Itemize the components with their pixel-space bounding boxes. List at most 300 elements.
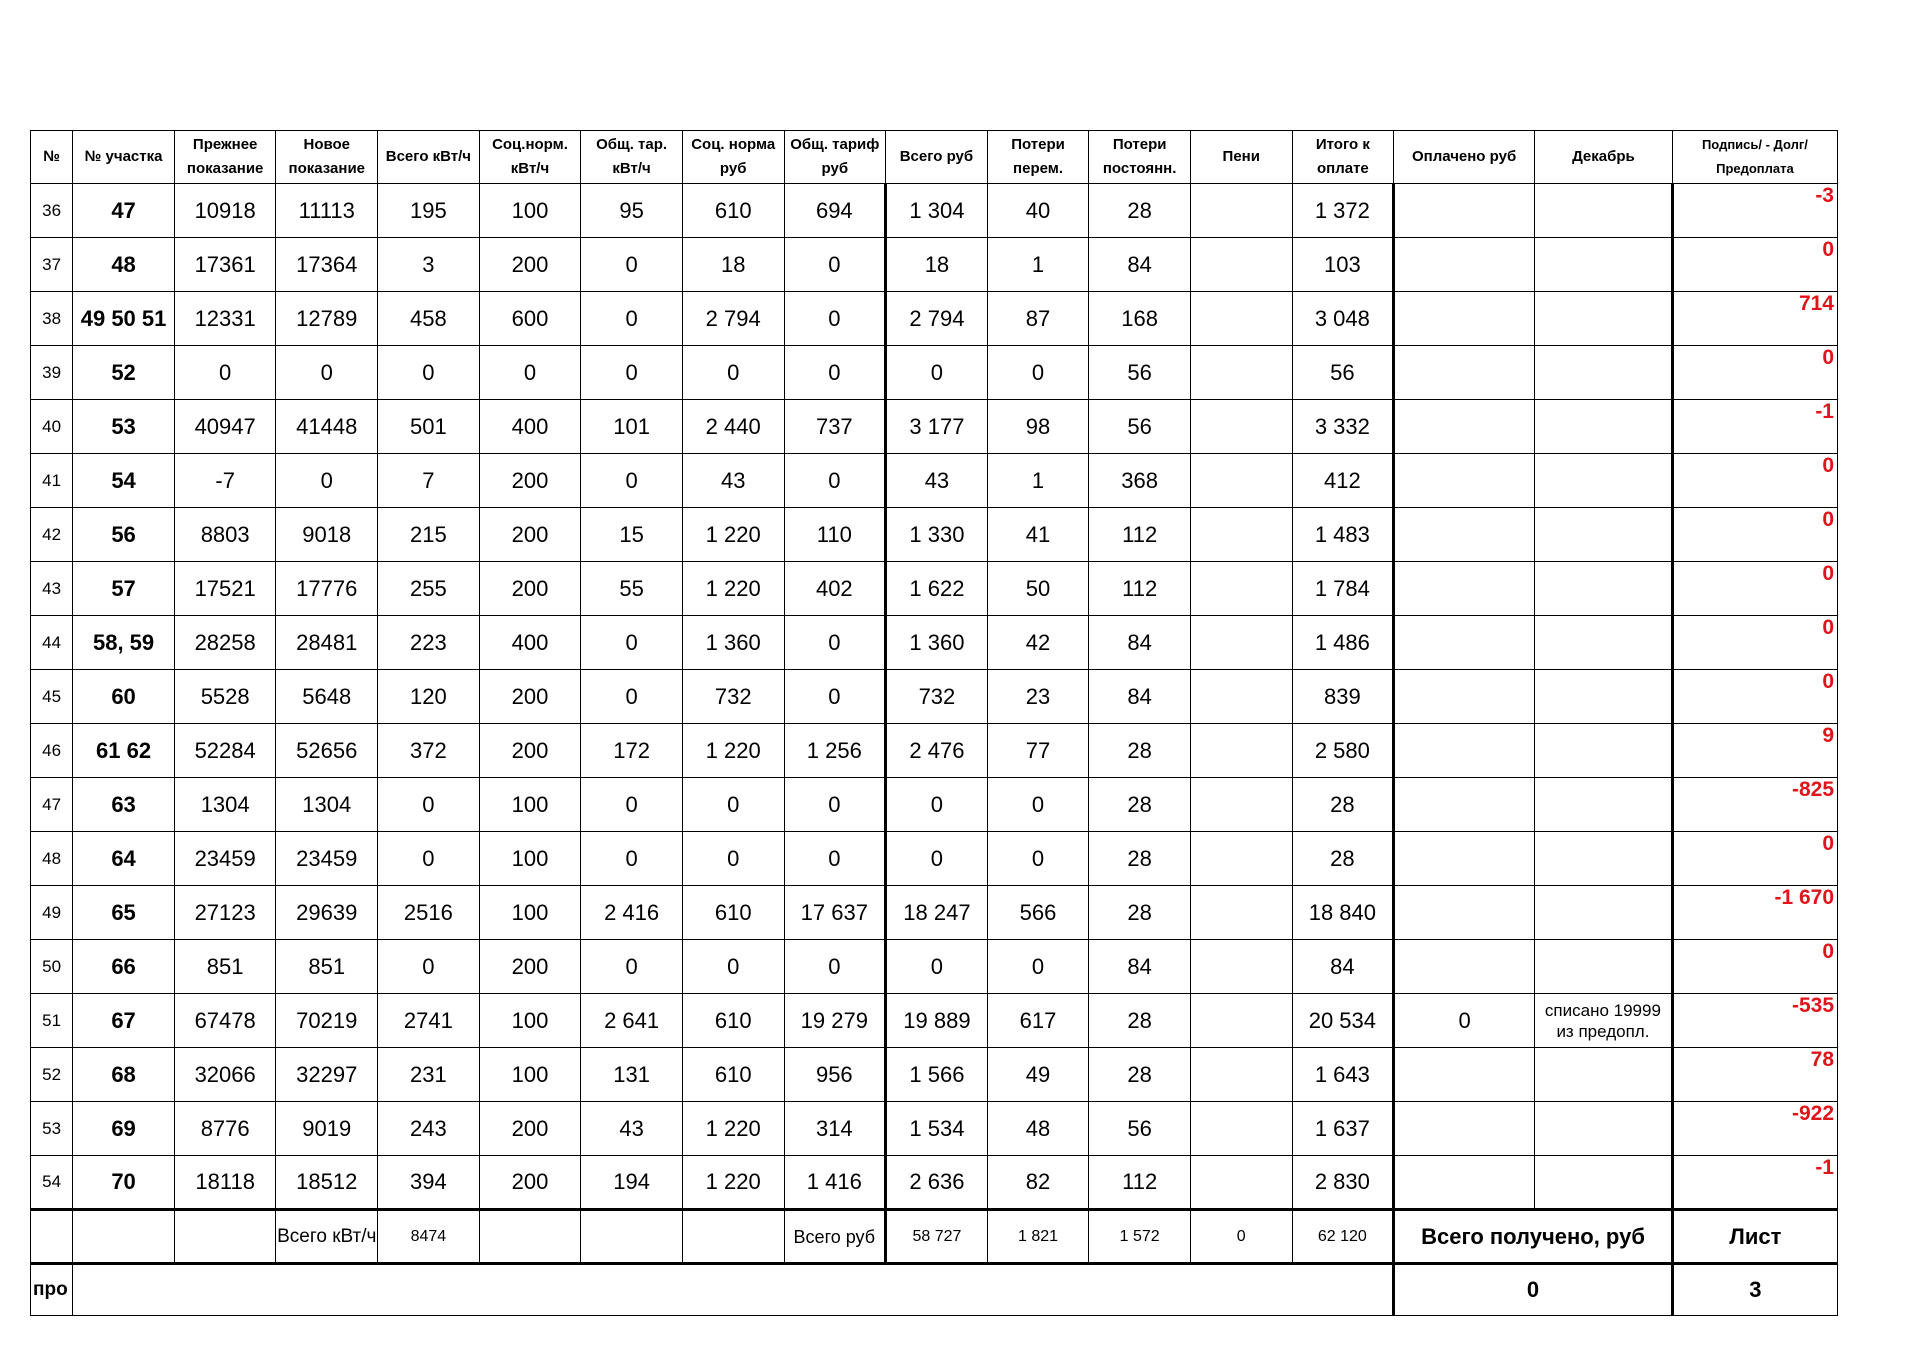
penalty-cell xyxy=(1190,670,1292,724)
penalty-cell xyxy=(1190,616,1292,670)
header-cell: Соц.норм. кВт/ч xyxy=(479,131,581,184)
row-number: 38 xyxy=(31,292,73,346)
total-rub-cell: 18 247 xyxy=(886,886,988,940)
loss-variable-cell: 0 xyxy=(987,832,1089,886)
header-cell: Прежнее показание xyxy=(174,131,276,184)
table-body xyxy=(31,184,1838,1210)
loss-constant-cell: 56 xyxy=(1089,346,1191,400)
general-kwh-cell: 15 xyxy=(581,508,683,562)
total-kwh-cell: 223 xyxy=(378,616,480,670)
loss-constant-cell: 28 xyxy=(1089,886,1191,940)
debt-cell: 78 xyxy=(1672,1048,1837,1102)
paid-cell xyxy=(1394,940,1535,994)
prev-reading: 8803 xyxy=(174,508,276,562)
amount-due-cell: 1 643 xyxy=(1292,1048,1394,1102)
general-rub-cell: 402 xyxy=(784,562,886,616)
social-kwh-cell: 100 xyxy=(479,1048,581,1102)
social-rub-cell: 0 xyxy=(682,346,784,400)
total-kwh-cell: 120 xyxy=(378,670,480,724)
total-kwh-cell: 0 xyxy=(378,832,480,886)
loss-variable-cell: 566 xyxy=(987,886,1089,940)
header-cell: Оплачено руб xyxy=(1394,131,1535,184)
loss-constant-cell: 28 xyxy=(1089,832,1191,886)
row-number: 49 xyxy=(31,886,73,940)
amount-due-cell: 20 534 xyxy=(1292,994,1394,1048)
social-rub-cell: 0 xyxy=(682,778,784,832)
plot-number: 64 xyxy=(73,832,175,886)
general-rub-cell: 1 416 xyxy=(784,1156,886,1210)
prev-reading: 12331 xyxy=(174,292,276,346)
social-kwh-cell: 200 xyxy=(479,724,581,778)
loss-constant-cell: 112 xyxy=(1089,508,1191,562)
row-number: 44 xyxy=(31,616,73,670)
social-kwh-cell: 100 xyxy=(479,886,581,940)
debt-cell: -3 xyxy=(1672,184,1837,238)
penalty-cell xyxy=(1190,292,1292,346)
plot-number: 49 50 51 xyxy=(73,292,175,346)
plot-number: 47 xyxy=(73,184,175,238)
december-cell xyxy=(1535,1156,1673,1210)
header-cell: Потери постоянн. xyxy=(1089,131,1191,184)
plot-number: 53 xyxy=(73,400,175,454)
general-kwh-cell: 0 xyxy=(581,832,683,886)
social-kwh-cell: 200 xyxy=(479,670,581,724)
penalty-cell xyxy=(1190,886,1292,940)
total-loss-const: 1 572 xyxy=(1089,1210,1191,1264)
table-row xyxy=(31,292,1838,346)
social-rub-cell: 2 440 xyxy=(682,400,784,454)
row-number: 54 xyxy=(31,1156,73,1210)
social-kwh-cell: 200 xyxy=(479,562,581,616)
total-rub-cell: 2 476 xyxy=(886,724,988,778)
row-number: 42 xyxy=(31,508,73,562)
new-reading: 0 xyxy=(276,454,378,508)
loss-variable-cell: 0 xyxy=(987,778,1089,832)
row-number: 45 xyxy=(31,670,73,724)
loss-variable-cell: 98 xyxy=(987,400,1089,454)
amount-due-cell: 84 xyxy=(1292,940,1394,994)
amount-due-cell: 1 372 xyxy=(1292,184,1394,238)
row-number: 48 xyxy=(31,832,73,886)
total-loss-var: 1 821 xyxy=(987,1210,1089,1264)
footer-row xyxy=(31,1264,1838,1316)
penalty-cell xyxy=(1190,238,1292,292)
loss-constant-cell: 84 xyxy=(1089,940,1191,994)
general-kwh-cell: 95 xyxy=(581,184,683,238)
social-kwh-cell: 100 xyxy=(479,184,581,238)
general-kwh-cell: 2 641 xyxy=(581,994,683,1048)
social-kwh-cell: 0 xyxy=(479,346,581,400)
total-rub-cell: 732 xyxy=(886,670,988,724)
amount-due-cell: 1 483 xyxy=(1292,508,1394,562)
header-cell: Общ. тар. кВт/ч xyxy=(581,131,683,184)
table-row xyxy=(31,994,1838,1048)
paid-cell xyxy=(1394,724,1535,778)
prev-reading: 17521 xyxy=(174,562,276,616)
general-rub-cell: 0 xyxy=(784,616,886,670)
row-number: 43 xyxy=(31,562,73,616)
paid-cell xyxy=(1394,238,1535,292)
general-rub-cell: 956 xyxy=(784,1048,886,1102)
december-cell xyxy=(1535,670,1673,724)
december-cell xyxy=(1535,400,1673,454)
general-kwh-cell: 0 xyxy=(581,292,683,346)
header-cell: Подпись/ - Долг/Предоплата xyxy=(1672,131,1837,184)
general-rub-cell: 0 xyxy=(784,454,886,508)
total-rub-label: Всего руб xyxy=(784,1210,886,1264)
plot-number: 57 xyxy=(73,562,175,616)
social-rub-cell: 1 220 xyxy=(682,724,784,778)
paid-cell xyxy=(1394,292,1535,346)
debt-cell: -825 xyxy=(1672,778,1837,832)
amount-due-cell: 3 332 xyxy=(1292,400,1394,454)
loss-variable-cell: 82 xyxy=(987,1156,1089,1210)
social-kwh-cell: 200 xyxy=(479,1156,581,1210)
total-rub-cell: 2 636 xyxy=(886,1156,988,1210)
paid-cell xyxy=(1394,1156,1535,1210)
general-rub-cell: 1 256 xyxy=(784,724,886,778)
header-cell: № xyxy=(31,131,73,184)
row-number: 39 xyxy=(31,346,73,400)
paid-cell xyxy=(1394,508,1535,562)
new-reading: 5648 xyxy=(276,670,378,724)
new-reading: 28481 xyxy=(276,616,378,670)
total-kwh-cell: 501 xyxy=(378,400,480,454)
general-rub-cell: 0 xyxy=(784,670,886,724)
debt-cell: -1 xyxy=(1672,1156,1837,1210)
general-rub-cell: 0 xyxy=(784,238,886,292)
loss-variable-cell: 77 xyxy=(987,724,1089,778)
general-kwh-cell: 0 xyxy=(581,616,683,670)
total-kwh-cell: 215 xyxy=(378,508,480,562)
total-rub-cell: 1 566 xyxy=(886,1048,988,1102)
new-reading: 41448 xyxy=(276,400,378,454)
row-number: 50 xyxy=(31,940,73,994)
plot-number: 54 xyxy=(73,454,175,508)
total-kwh-label: Всего кВт/ч xyxy=(276,1210,378,1264)
prev-reading: 10918 xyxy=(174,184,276,238)
loss-variable-cell: 1 xyxy=(987,454,1089,508)
december-cell xyxy=(1535,886,1673,940)
general-rub-cell: 17 637 xyxy=(784,886,886,940)
amount-due-cell: 103 xyxy=(1292,238,1394,292)
prev-reading: 17361 xyxy=(174,238,276,292)
prev-reading: 5528 xyxy=(174,670,276,724)
social-kwh-cell: 400 xyxy=(479,616,581,670)
amount-due-cell: 28 xyxy=(1292,778,1394,832)
december-cell xyxy=(1535,1102,1673,1156)
debt-cell: 0 xyxy=(1672,670,1837,724)
loss-constant-cell: 84 xyxy=(1089,670,1191,724)
total-rub-cell: 0 xyxy=(886,346,988,400)
december-cell xyxy=(1535,346,1673,400)
new-reading: 9018 xyxy=(276,508,378,562)
loss-variable-cell: 87 xyxy=(987,292,1089,346)
prev-reading: 1304 xyxy=(174,778,276,832)
header-cell: Декабрь xyxy=(1535,131,1673,184)
social-rub-cell: 0 xyxy=(682,832,784,886)
loss-variable-cell: 1 xyxy=(987,238,1089,292)
general-kwh-cell: 0 xyxy=(581,238,683,292)
total-kwh-cell: 372 xyxy=(378,724,480,778)
general-rub-cell: 0 xyxy=(784,346,886,400)
general-rub-cell: 0 xyxy=(784,778,886,832)
table-row xyxy=(31,508,1838,562)
debt-cell: -1 xyxy=(1672,400,1837,454)
general-kwh-cell: 0 xyxy=(581,940,683,994)
social-kwh-cell: 200 xyxy=(479,454,581,508)
new-reading: 17776 xyxy=(276,562,378,616)
total-rub-cell: 2 794 xyxy=(886,292,988,346)
total-rub-cell: 1 534 xyxy=(886,1102,988,1156)
row-number: 51 xyxy=(31,994,73,1048)
december-cell xyxy=(1535,940,1673,994)
loss-variable-cell: 50 xyxy=(987,562,1089,616)
loss-constant-cell: 84 xyxy=(1089,238,1191,292)
december-cell: списано 19999 из предопл. xyxy=(1535,994,1673,1048)
loss-variable-cell: 617 xyxy=(987,994,1089,1048)
social-rub-cell: 18 xyxy=(682,238,784,292)
debt-cell: 0 xyxy=(1672,616,1837,670)
total-rub-cell: 1 360 xyxy=(886,616,988,670)
total-kwh-cell: 255 xyxy=(378,562,480,616)
december-cell xyxy=(1535,292,1673,346)
paid-cell xyxy=(1394,616,1535,670)
new-reading: 17364 xyxy=(276,238,378,292)
amount-due-cell: 1 784 xyxy=(1292,562,1394,616)
amount-due-cell: 839 xyxy=(1292,670,1394,724)
table-row xyxy=(31,454,1838,508)
prev-reading: 52284 xyxy=(174,724,276,778)
plot-number: 58, 59 xyxy=(73,616,175,670)
prev-reading: 851 xyxy=(174,940,276,994)
social-kwh-cell: 200 xyxy=(479,238,581,292)
row-number: 40 xyxy=(31,400,73,454)
penalty-cell xyxy=(1190,994,1292,1048)
header-cell: Соц. норма руб xyxy=(682,131,784,184)
table-row xyxy=(31,400,1838,454)
total-rub-cell: 0 xyxy=(886,832,988,886)
debt-cell: 714 xyxy=(1672,292,1837,346)
plot-number: 60 xyxy=(73,670,175,724)
plot-number: 67 xyxy=(73,994,175,1048)
table-row xyxy=(31,724,1838,778)
amount-due-cell: 1 486 xyxy=(1292,616,1394,670)
table-row xyxy=(31,616,1838,670)
amount-due-cell: 56 xyxy=(1292,346,1394,400)
paid-cell xyxy=(1394,184,1535,238)
new-reading: 32297 xyxy=(276,1048,378,1102)
loss-variable-cell: 0 xyxy=(987,940,1089,994)
social-rub-cell: 1 220 xyxy=(682,1102,784,1156)
debt-cell: -1 670 xyxy=(1672,886,1837,940)
social-rub-cell: 1 360 xyxy=(682,616,784,670)
december-cell xyxy=(1535,184,1673,238)
row-number: 52 xyxy=(31,1048,73,1102)
december-cell xyxy=(1535,1048,1673,1102)
new-reading: 9019 xyxy=(276,1102,378,1156)
social-rub-cell: 610 xyxy=(682,886,784,940)
plot-number: 69 xyxy=(73,1102,175,1156)
empty-cell xyxy=(479,1210,581,1264)
social-kwh-cell: 200 xyxy=(479,1102,581,1156)
social-kwh-cell: 400 xyxy=(479,400,581,454)
new-reading: 70219 xyxy=(276,994,378,1048)
paid-cell: 0 xyxy=(1394,994,1535,1048)
loss-constant-cell: 28 xyxy=(1089,1048,1191,1102)
plot-number: 70 xyxy=(73,1156,175,1210)
social-rub-cell: 0 xyxy=(682,940,784,994)
table-row xyxy=(31,832,1838,886)
total-rub-cell: 18 xyxy=(886,238,988,292)
header-row xyxy=(31,131,1838,184)
table-row xyxy=(31,562,1838,616)
general-kwh-cell: 101 xyxy=(581,400,683,454)
total-rub-cell: 1 330 xyxy=(886,508,988,562)
loss-variable-cell: 40 xyxy=(987,184,1089,238)
header-cell: Всего руб xyxy=(886,131,988,184)
loss-constant-cell: 28 xyxy=(1089,724,1191,778)
table-row xyxy=(31,1102,1838,1156)
total-rub-cell: 3 177 xyxy=(886,400,988,454)
social-kwh-cell: 100 xyxy=(479,994,581,1048)
penalty-cell xyxy=(1190,1156,1292,1210)
penalty-cell xyxy=(1190,940,1292,994)
penalty-cell xyxy=(1190,508,1292,562)
general-rub-cell: 19 279 xyxy=(784,994,886,1048)
general-rub-cell: 0 xyxy=(784,832,886,886)
social-rub-cell: 1 220 xyxy=(682,1156,784,1210)
total-rub-cell: 43 xyxy=(886,454,988,508)
header-cell: Пени xyxy=(1190,131,1292,184)
prev-reading: 0 xyxy=(174,346,276,400)
paid-cell xyxy=(1394,400,1535,454)
december-cell xyxy=(1535,778,1673,832)
total-kwh-cell: 2516 xyxy=(378,886,480,940)
prev-reading: 23459 xyxy=(174,832,276,886)
general-kwh-cell: 55 xyxy=(581,562,683,616)
general-kwh-cell: 0 xyxy=(581,346,683,400)
plot-number: 66 xyxy=(73,940,175,994)
empty-cell xyxy=(73,1210,175,1264)
plot-number: 52 xyxy=(73,346,175,400)
total-kwh-cell: 458 xyxy=(378,292,480,346)
total-kwh: 8474 xyxy=(378,1210,480,1264)
debt-cell: -535 xyxy=(1672,994,1837,1048)
loss-variable-cell: 42 xyxy=(987,616,1089,670)
social-kwh-cell: 600 xyxy=(479,292,581,346)
loss-variable-cell: 0 xyxy=(987,346,1089,400)
amount-due-cell: 3 048 xyxy=(1292,292,1394,346)
total-kwh-cell: 7 xyxy=(378,454,480,508)
december-cell xyxy=(1535,454,1673,508)
social-rub-cell: 610 xyxy=(682,1048,784,1102)
empty-cell xyxy=(174,1210,276,1264)
penalty-cell xyxy=(1190,562,1292,616)
december-cell xyxy=(1535,562,1673,616)
total-rub-cell: 1 622 xyxy=(886,562,988,616)
prev-reading: 18118 xyxy=(174,1156,276,1210)
general-rub-cell: 110 xyxy=(784,508,886,562)
penalty-cell xyxy=(1190,724,1292,778)
cut-label: про xyxy=(31,1264,73,1316)
debt-cell: 0 xyxy=(1672,454,1837,508)
general-rub-cell: 314 xyxy=(784,1102,886,1156)
header-cell: Потери перем. xyxy=(987,131,1089,184)
empty-cell xyxy=(73,1264,1394,1316)
new-reading: 52656 xyxy=(276,724,378,778)
general-kwh-cell: 0 xyxy=(581,670,683,724)
debt-cell: 0 xyxy=(1672,832,1837,886)
loss-constant-cell: 56 xyxy=(1089,400,1191,454)
loss-constant-cell: 168 xyxy=(1089,292,1191,346)
prev-reading: 32066 xyxy=(174,1048,276,1102)
prev-reading: 67478 xyxy=(174,994,276,1048)
loss-constant-cell: 368 xyxy=(1089,454,1191,508)
general-kwh-cell: 194 xyxy=(581,1156,683,1210)
amount-due-cell: 18 840 xyxy=(1292,886,1394,940)
penalty-cell xyxy=(1190,346,1292,400)
total-kwh-cell: 3 xyxy=(378,238,480,292)
total-rub-cell: 0 xyxy=(886,778,988,832)
general-kwh-cell: 131 xyxy=(581,1048,683,1102)
amount-due-cell: 412 xyxy=(1292,454,1394,508)
paid-cell xyxy=(1394,670,1535,724)
loss-variable-cell: 23 xyxy=(987,670,1089,724)
new-reading: 29639 xyxy=(276,886,378,940)
paid-cell xyxy=(1394,886,1535,940)
total-rub-cell: 0 xyxy=(886,940,988,994)
paid-cell xyxy=(1394,1048,1535,1102)
social-kwh-cell: 200 xyxy=(479,940,581,994)
loss-constant-cell: 28 xyxy=(1089,184,1191,238)
december-cell xyxy=(1535,724,1673,778)
paid-cell xyxy=(1394,346,1535,400)
received-total: 0 xyxy=(1394,1264,1673,1316)
total-kwh-cell: 243 xyxy=(378,1102,480,1156)
loss-constant-cell: 28 xyxy=(1089,994,1191,1048)
general-kwh-cell: 0 xyxy=(581,454,683,508)
paid-cell xyxy=(1394,1102,1535,1156)
social-rub-cell: 43 xyxy=(682,454,784,508)
social-rub-cell: 2 794 xyxy=(682,292,784,346)
general-rub-cell: 0 xyxy=(784,292,886,346)
new-reading: 1304 xyxy=(276,778,378,832)
total-kwh-cell: 0 xyxy=(378,346,480,400)
loss-constant-cell: 84 xyxy=(1089,616,1191,670)
paid-cell xyxy=(1394,778,1535,832)
debt-cell: -922 xyxy=(1672,1102,1837,1156)
prev-reading: 8776 xyxy=(174,1102,276,1156)
empty-cell xyxy=(682,1210,784,1264)
header-cell: Всего кВт/ч xyxy=(378,131,480,184)
december-cell xyxy=(1535,508,1673,562)
general-rub-cell: 737 xyxy=(784,400,886,454)
empty-cell xyxy=(581,1210,683,1264)
penalty-cell xyxy=(1190,778,1292,832)
totals-row xyxy=(31,1210,1838,1264)
received-label: Всего получено, руб xyxy=(1394,1210,1673,1264)
penalty-cell xyxy=(1190,400,1292,454)
penalty-cell xyxy=(1190,454,1292,508)
general-kwh-cell: 2 416 xyxy=(581,886,683,940)
loss-variable-cell: 41 xyxy=(987,508,1089,562)
penalty-cell xyxy=(1190,1102,1292,1156)
debt-cell: 0 xyxy=(1672,940,1837,994)
general-rub-cell: 694 xyxy=(784,184,886,238)
debt-cell: 9 xyxy=(1672,724,1837,778)
plot-number: 56 xyxy=(73,508,175,562)
